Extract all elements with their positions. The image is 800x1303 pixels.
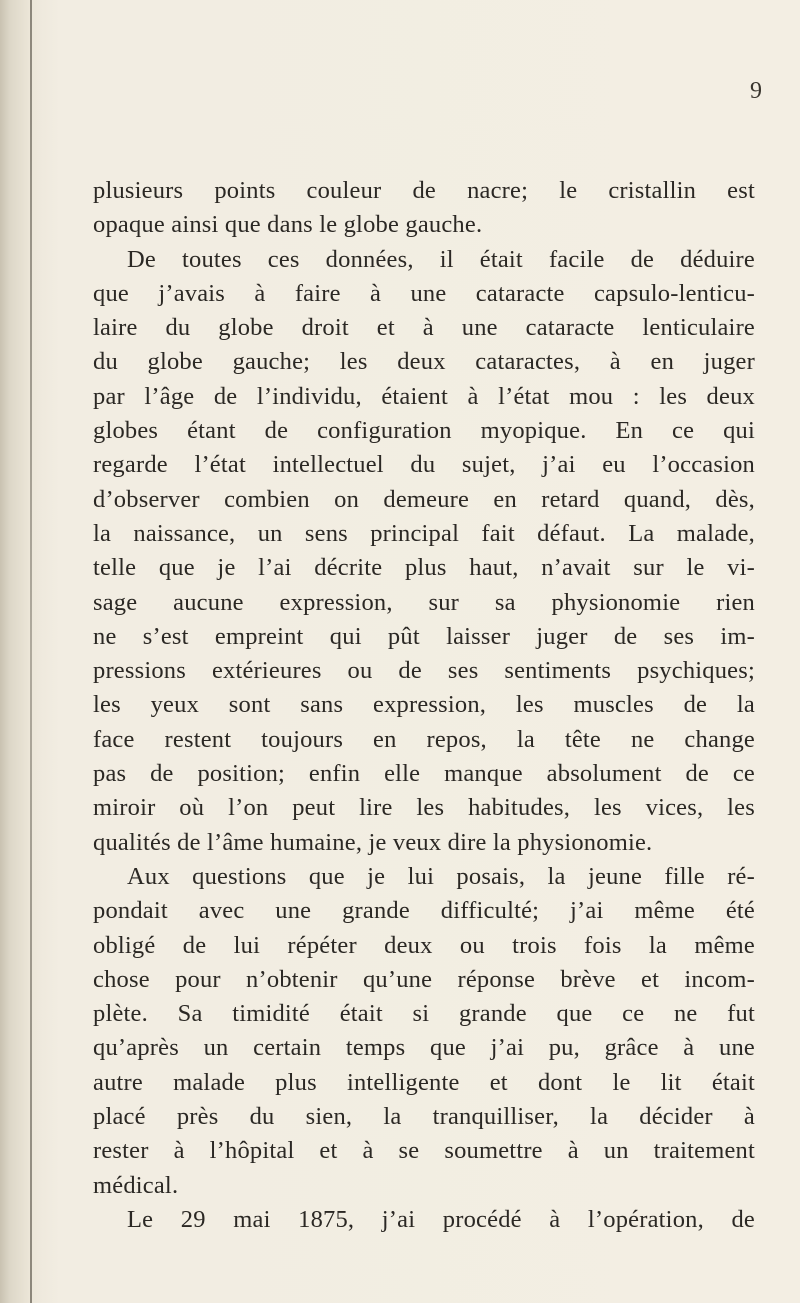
- text-line: miroir où l’on peut lire les habitudes, les vices, les: [93, 794, 755, 822]
- text-line: placé près du sien, la tranquilliser, la décider à: [93, 1103, 755, 1131]
- text-line: plète. Sa timidité était si grande que ce ne fut: [93, 1000, 755, 1028]
- text-line: opaque ainsi que dans le globe gauche.: [93, 211, 483, 239]
- text-line: rester à l’hôpital et à se soumettre à un traitement: [93, 1137, 755, 1165]
- text-line: la naissance, un sens principal fait défaut. La malade,: [93, 519, 755, 547]
- text-line: De toutes ces données, il était facile de déduire: [127, 245, 755, 273]
- text-line: qualités de l’âme humaine, je veux dire la physionomie.: [93, 828, 653, 856]
- text-line: médical.: [93, 1171, 179, 1199]
- text-line: sage aucune expression, sur sa physionomie rien: [93, 588, 755, 616]
- text-line: qu’après un certain temps que j’ai pu, grâce à une: [93, 1034, 755, 1062]
- text-line: laire du globe droit et à une cataracte lenticulaire: [93, 314, 755, 342]
- text-line: globes étant de configuration myopique. En ce qui: [93, 417, 755, 445]
- text-line: d’observer combien on demeure en retard quand, dès,: [93, 485, 755, 513]
- text-line: chose pour n’obtenir qu’une réponse brève et incom-: [93, 965, 755, 993]
- page-number: 9: [750, 78, 762, 104]
- text-line: obligé de lui répéter deux ou trois fois la même: [93, 931, 755, 959]
- text-line: les yeux sont sans expression, les muscles de la: [93, 691, 755, 719]
- text-line: autre malade plus intelligente et dont le lit était: [93, 1068, 755, 1096]
- page-binding-edge: [0, 0, 40, 1303]
- text-line: telle que je l’ai décrite plus haut, n’avait sur le vi-: [93, 554, 755, 582]
- text-line: pondait avec une grande difficulté; j’ai même été: [93, 897, 755, 925]
- text-line: Le 29 mai 1875, j’ai procédé à l’opération, de: [127, 1205, 755, 1233]
- text-line: plusieurs points couleur de nacre; le cristallin est: [93, 177, 755, 204]
- text-line: pressions extérieures ou de ses sentiments psychiques;: [93, 657, 755, 685]
- text-line: par l’âge de l’individu, étaient à l’état mou : les deux: [93, 382, 755, 410]
- text-line: que j’avais à faire à une cataracte capsulo-lenticu-: [93, 279, 755, 307]
- text-line: Aux questions que je lui posais, la jeune fille ré-: [127, 862, 755, 890]
- body-text: [93, 174, 793, 1237]
- text-line: du globe gauche; les deux cataractes, à en juger: [93, 348, 755, 376]
- text-line: face restent toujours en repos, la tête ne change: [93, 725, 755, 753]
- page-binding-line: [30, 0, 32, 1303]
- text-line: ne s’est empreint qui pût laisser juger de ses im-: [93, 622, 755, 650]
- text-line: pas de position; enfin elle manque absolument de ce: [93, 760, 755, 788]
- text-line: regarde l’état intellectuel du sujet, j’ai eu l’occasion: [93, 451, 755, 479]
